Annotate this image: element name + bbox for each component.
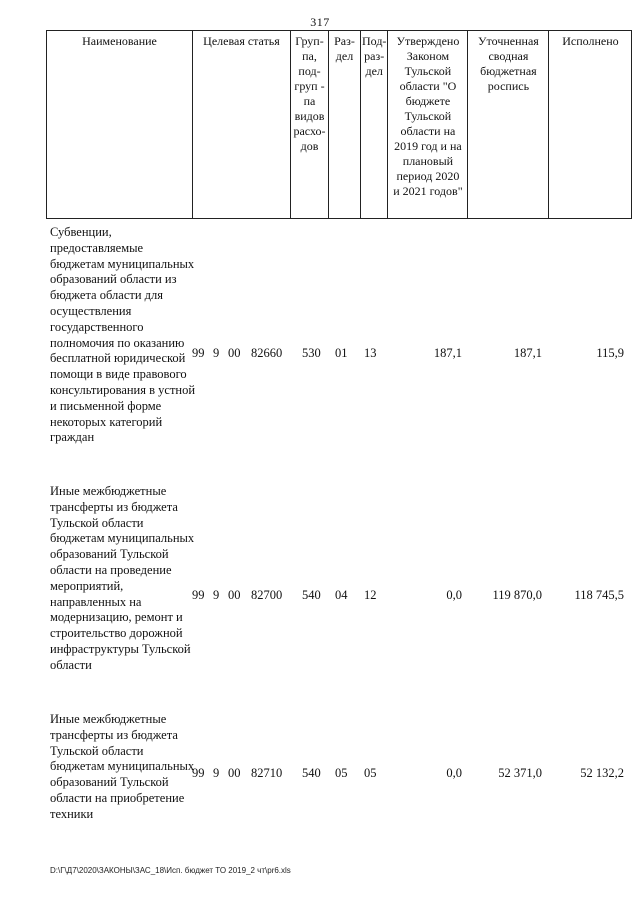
header-approved: Утверждено Законом Тульской области "О бюджете Тульской области на 2019 год и на плановый период 2020 и 2021 годов" bbox=[388, 31, 468, 219]
row-target-4: 82700 bbox=[251, 588, 283, 602]
row-name: Субвенции, предоставляемые бюджетам муниципальных образований области из бюджета области для осуществления государственного полномочия по оказанию бесплатной юридической помощи в виде правового консультирования в устной и письменной форме некоторых категорий граждан bbox=[50, 225, 196, 445]
row-group: 540 bbox=[302, 766, 321, 780]
row-executed: 118 745,5 bbox=[574, 588, 624, 602]
row-refined: 52 371,0 bbox=[498, 766, 542, 780]
row-target-3: 00 bbox=[228, 346, 241, 360]
row-refined: 187,1 bbox=[513, 346, 542, 360]
row-subsection: 05 bbox=[364, 766, 377, 780]
row-target-1: 99 bbox=[192, 588, 205, 602]
header-executed: Исполнено bbox=[549, 31, 632, 219]
row-target-4: 82660 bbox=[251, 346, 283, 360]
row-subsection: 13 bbox=[364, 346, 377, 360]
header-section: Раз- дел bbox=[329, 31, 361, 219]
row-section: 05 bbox=[335, 766, 348, 780]
header-group: Груп- па, под- груп - па видов расхо- дов bbox=[291, 31, 329, 219]
row-target-1: 99 bbox=[192, 766, 205, 780]
row-name: Иные межбюджетные трансферты из бюджета Тульской области бюджетам муниципальных образований Тульской области на проведение мероприятий, направленных на модернизацию, ремонт и строительство дорожной инфраструктуры Тульской области bbox=[50, 484, 195, 672]
page-number: 317 bbox=[310, 15, 330, 29]
row-target-2: 9 bbox=[213, 766, 220, 780]
row-group: 540 bbox=[302, 588, 321, 602]
header-subsection: Под- раз- дел bbox=[361, 31, 388, 219]
row-section: 04 bbox=[335, 588, 348, 602]
row-executed: 115,9 bbox=[596, 346, 624, 360]
row-subsection: 12 bbox=[364, 588, 377, 602]
row-target-3: 00 bbox=[228, 588, 241, 602]
row-target-2: 9 bbox=[213, 588, 220, 602]
row-approved: 0,0 bbox=[446, 588, 462, 602]
header-refined: Уточненная сводная бюджетная роспись bbox=[468, 31, 549, 219]
row-refined: 119 870,0 bbox=[492, 588, 542, 602]
row-target-1: 99 bbox=[192, 346, 205, 360]
row-target-3: 00 bbox=[228, 766, 241, 780]
row-section: 01 bbox=[335, 346, 348, 360]
file-path-footer: D:\Г\Д7\2020\ЗАКОНЫ\ЗАС_18\Исп. бюджет ТО 2019_2 чт\pr6.xls bbox=[50, 866, 291, 875]
header-name: Наименование bbox=[47, 31, 193, 219]
row-name: Иные межбюджетные трансферты из бюджета Тульской области бюджетам муниципальных образований Тульской области на приобретение техники bbox=[50, 712, 195, 821]
table-header bbox=[46, 30, 632, 219]
header-target: Целевая статья bbox=[193, 31, 291, 219]
row-approved: 0,0 bbox=[446, 766, 462, 780]
row-target-4: 82710 bbox=[251, 766, 283, 780]
row-group: 530 bbox=[302, 346, 321, 360]
row-executed: 52 132,2 bbox=[580, 766, 624, 780]
row-approved: 187,1 bbox=[433, 346, 462, 360]
row-target-2: 9 bbox=[213, 346, 220, 360]
